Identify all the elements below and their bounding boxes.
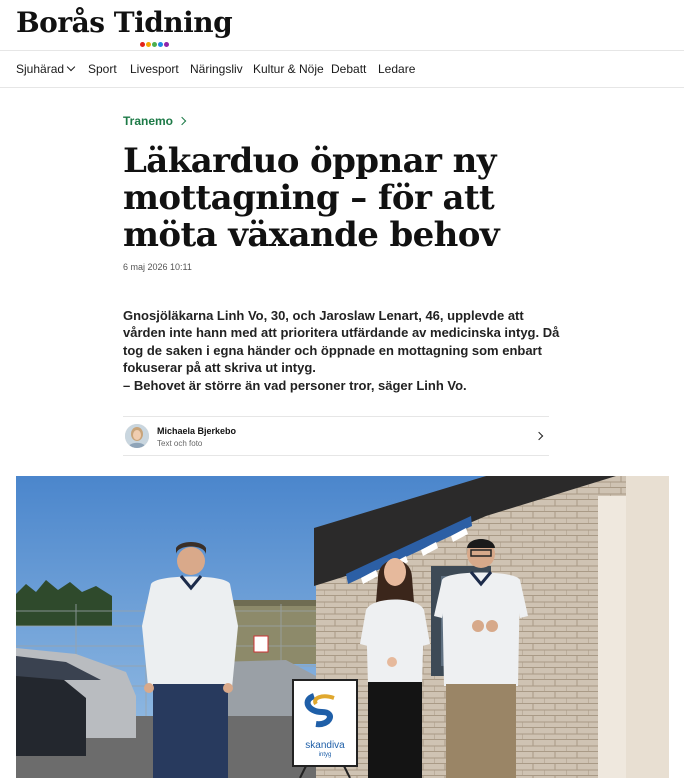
- section-label: Tranemo: [123, 114, 174, 128]
- article-photo[interactable]: [16, 476, 669, 778]
- article-ingress: [123, 307, 563, 394]
- logo-dot: [158, 42, 163, 47]
- logo-dot: [152, 42, 157, 47]
- nav-item-sport[interactable]: Sport: [88, 62, 117, 76]
- author-role: Text och foto: [157, 439, 203, 448]
- chevron-right-icon: [178, 117, 186, 125]
- article-headline: Läkarduo öppnar ny mottagning – för att möta växande behov: [123, 141, 500, 255]
- nav-item-kultur-noje[interactable]: Kultur & Nöje: [253, 62, 324, 76]
- logo-dot: [164, 42, 169, 47]
- photo-illustration: [16, 476, 669, 778]
- section-link[interactable]: [123, 114, 185, 128]
- masthead: [0, 0, 684, 51]
- sign-brand: skandiva: [305, 740, 345, 751]
- chevron-down-icon: [67, 63, 75, 71]
- sign-sub: intyg: [318, 752, 332, 758]
- nav-item-naringsliv[interactable]: Näringsliv: [190, 62, 243, 76]
- author-avatar-image: [125, 424, 149, 448]
- logo-dot: [140, 42, 145, 47]
- author-byline[interactable]: [123, 416, 549, 456]
- publish-date: 6 maj 2026 10:11: [123, 262, 192, 272]
- logo-dot: [146, 42, 151, 47]
- avatar: [125, 424, 149, 448]
- nav-item-debatt[interactable]: Debatt: [331, 62, 367, 76]
- nav-item-sjuharad[interactable]: [16, 62, 74, 76]
- author-name: Michaela Bjerkebo: [157, 426, 237, 436]
- site-logo[interactable]: Borås Tidning: [16, 6, 233, 39]
- main-nav: [0, 51, 684, 88]
- nav-item-ledare[interactable]: Ledare: [378, 62, 416, 76]
- chevron-right-icon: [535, 432, 543, 440]
- nav-item-livesport[interactable]: Livesport: [130, 62, 179, 76]
- ingress-text: Gnosjöläkarna Linh Vo, 30, och Jaroslaw Lenart, 46, upplevde att vården inte hann med att prioritera utfärdande av medicinska intyg. Då tog de saken i egna händer och öppnade en mottagning som enbart fokuserar på att skriva ut intyg.: [123, 308, 560, 376]
- logo-dots: [140, 34, 170, 39]
- ingress-quote: – Behovet är större än vad personer tror, säger Linh Vo.: [123, 377, 467, 393]
- nav-label: Sjuhärad: [16, 62, 65, 76]
